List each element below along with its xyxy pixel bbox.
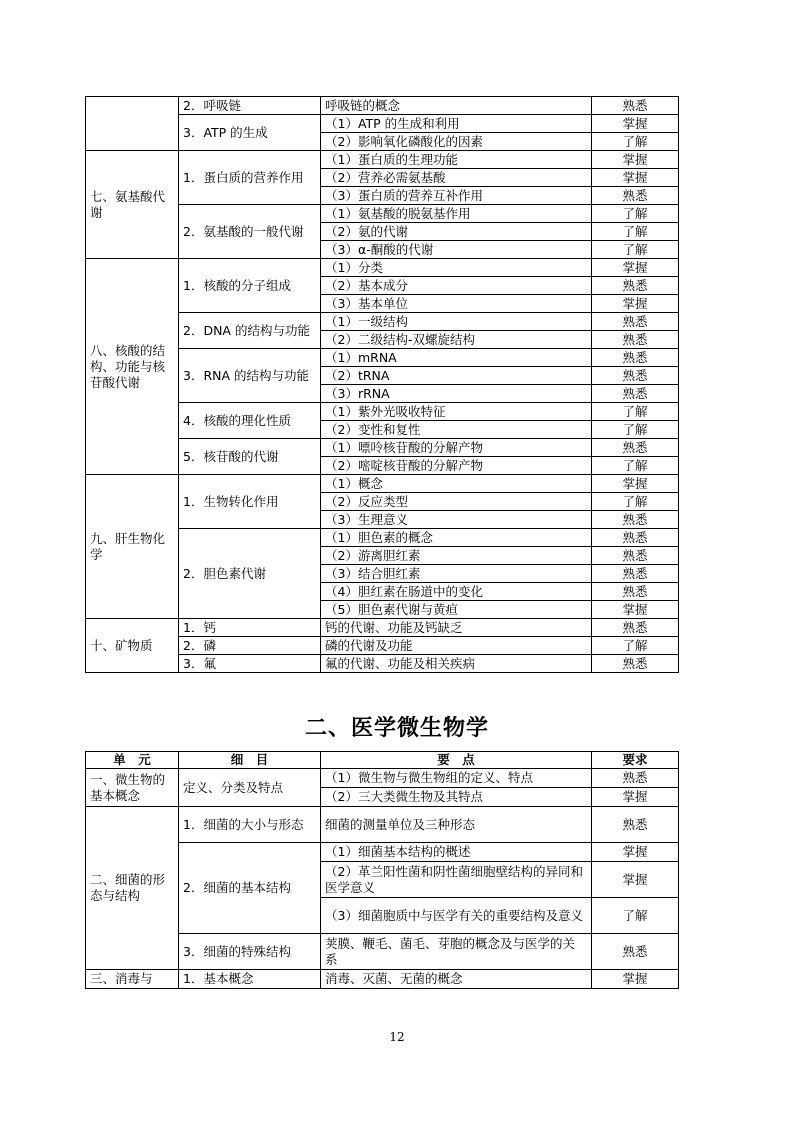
requirement-cell: 了解 [592, 403, 679, 421]
point-cell: （2）反应类型 [321, 493, 592, 511]
point-cell: （1）微生物与微生物组的定义、特点 [321, 769, 592, 788]
requirement-cell: 掌握 [592, 169, 679, 187]
requirement-cell: 熟悉 [592, 619, 679, 637]
requirement-cell: 熟悉 [592, 807, 679, 843]
requirement-cell: 熟悉 [592, 655, 679, 673]
requirement-cell: 了解 [592, 133, 679, 151]
table-row [86, 97, 679, 115]
point-cell: （5）胆色素代谢与黄疸 [321, 601, 592, 619]
requirement-cell: 掌握 [592, 862, 679, 898]
point-cell: 钙的代谢、功能及钙缺乏 [321, 619, 592, 637]
requirement-cell: 熟悉 [592, 349, 679, 367]
point-cell: （3）α-酮酸的代谢 [321, 241, 592, 259]
requirement-cell: 了解 [592, 457, 679, 475]
subitem-cell: 2．磷 [179, 637, 321, 655]
unit-cell: 八、核酸的结构、功能与核苷酸代谢 [86, 259, 179, 475]
requirement-cell: 熟悉 [592, 547, 679, 565]
point-cell: （2）二级结构-双螺旋结构 [321, 331, 592, 349]
point-cell: （1）分类 [321, 259, 592, 277]
point-cell: （1）mRNA [321, 349, 592, 367]
subitem-cell: 1．钙 [179, 619, 321, 637]
requirement-cell: 熟悉 [592, 313, 679, 331]
requirement-cell: 熟悉 [592, 511, 679, 529]
requirement-cell: 熟悉 [592, 769, 679, 788]
point-cell: （2）游离胆红素 [321, 547, 592, 565]
table-row [86, 475, 679, 493]
table-row [86, 259, 679, 277]
point-cell: （1）氨基酸的脱氨基作用 [321, 205, 592, 223]
requirement-cell: 熟悉 [592, 331, 679, 349]
point-cell: （1）细菌基本结构的概述 [321, 843, 592, 862]
subitem-cell: 3．RNA 的结构与功能 [179, 349, 321, 403]
requirement-cell: 了解 [592, 205, 679, 223]
point-cell: （2）三大类微生物及其特点 [321, 788, 592, 807]
subitem-cell: 1．细菌的大小与形态 [179, 807, 321, 843]
subitem-cell: 1．核酸的分子组成 [179, 259, 321, 313]
point-cell: （2）革兰阳性菌和阴性菌细胞壁结构的异同和医学意义 [321, 862, 592, 898]
requirement-cell: 了解 [592, 241, 679, 259]
biochemistry-outline-table [85, 96, 679, 673]
unit-cell [86, 97, 179, 151]
point-cell: （1）紫外光吸收特征 [321, 403, 592, 421]
subitem-cell: 5．核苷酸的代谢 [179, 439, 321, 475]
subitem-cell: 1．生物转化作用 [179, 475, 321, 529]
table-header-row [86, 752, 679, 769]
point-cell: （3）生理意义 [321, 511, 592, 529]
requirement-cell: 掌握 [592, 475, 679, 493]
column-header-subitem: 细 目 [179, 752, 321, 769]
subitem-cell: 1．蛋白质的营养作用 [179, 151, 321, 205]
subitem-cell: 2．氨基酸的一般代谢 [179, 205, 321, 259]
point-cell: （2）变性和复性 [321, 421, 592, 439]
point-cell: （3）rRNA [321, 385, 592, 403]
requirement-cell: 熟悉 [592, 97, 679, 115]
point-cell: （2）营养必需氨基酸 [321, 169, 592, 187]
point-cell: （1）概念 [321, 475, 592, 493]
point-cell: （3）基本单位 [321, 295, 592, 313]
requirement-cell: 了解 [592, 223, 679, 241]
column-header-unit: 单 元 [86, 752, 179, 769]
point-cell: （2）基本成分 [321, 277, 592, 295]
subitem-cell: 1．基本概念 [179, 970, 321, 989]
requirement-cell: 熟悉 [592, 934, 679, 970]
table-row [86, 807, 679, 843]
table-row [86, 151, 679, 169]
column-header-requirement: 要求 [592, 752, 679, 769]
requirement-cell: 掌握 [592, 788, 679, 807]
requirement-cell: 熟悉 [592, 439, 679, 457]
point-cell: （1）嘌呤核苷酸的分解产物 [321, 439, 592, 457]
requirement-cell: 熟悉 [592, 583, 679, 601]
requirement-cell: 掌握 [592, 259, 679, 277]
requirement-cell: 了解 [592, 493, 679, 511]
point-cell: 荚膜、鞭毛、菌毛、芽胞的概念及与医学的关系 [321, 934, 592, 970]
subitem-cell: 2．呼吸链 [179, 97, 321, 115]
point-cell: （2）tRNA [321, 367, 592, 385]
section-title: 二、医学微生物学 [304, 715, 489, 741]
requirement-cell: 熟悉 [592, 187, 679, 205]
table-row [86, 970, 679, 989]
requirement-cell: 掌握 [592, 295, 679, 313]
point-cell: （3）结合胆红素 [321, 565, 592, 583]
point-cell: （3）蛋白质的营养互补作用 [321, 187, 592, 205]
subitem-cell: 定义、分类及特点 [179, 769, 321, 807]
point-cell: （1）胆色素的概念 [321, 529, 592, 547]
unit-cell: 二、细菌的形态与结构 [86, 807, 179, 970]
column-header-point: 要 点 [321, 752, 592, 769]
requirement-cell: 了解 [592, 637, 679, 655]
requirement-cell: 掌握 [592, 115, 679, 133]
point-cell: 消毒、灭菌、无菌的概念 [321, 970, 592, 989]
subitem-cell: 3．ATP 的生成 [179, 115, 321, 151]
requirement-cell: 熟悉 [592, 385, 679, 403]
requirement-cell: 掌握 [592, 601, 679, 619]
point-cell: 呼吸链的概念 [321, 97, 592, 115]
requirement-cell: 了解 [592, 898, 679, 934]
subitem-cell: 3．细菌的特殊结构 [179, 934, 321, 970]
point-cell: 磷的代谢及功能 [321, 637, 592, 655]
point-cell: （4）胆红素在肠道中的变化 [321, 583, 592, 601]
point-cell: （2）氨的代谢 [321, 223, 592, 241]
point-cell: （1）一级结构 [321, 313, 592, 331]
point-cell: （2）嘧啶核苷酸的分解产物 [321, 457, 592, 475]
page-number: 12 [389, 1030, 405, 1044]
requirement-cell: 掌握 [592, 151, 679, 169]
requirement-cell: 掌握 [592, 843, 679, 862]
point-cell: （2）影响氧化磷酸化的因素 [321, 133, 592, 151]
subitem-cell: 3．氟 [179, 655, 321, 673]
requirement-cell: 熟悉 [592, 367, 679, 385]
point-cell: （1）ATP 的生成和利用 [321, 115, 592, 133]
table-row [86, 619, 679, 637]
point-cell: 氟的代谢、功能及相关疾病 [321, 655, 592, 673]
unit-cell: 十、矿物质 [86, 619, 179, 673]
subitem-cell: 2．DNA 的结构与功能 [179, 313, 321, 349]
requirement-cell: 了解 [592, 421, 679, 439]
unit-cell: 九、肝生物化学 [86, 475, 179, 619]
requirement-cell: 掌握 [592, 970, 679, 989]
point-cell: 细菌的测量单位及三种形态 [321, 807, 592, 843]
requirement-cell: 熟悉 [592, 277, 679, 295]
point-cell: （1）蛋白质的生理功能 [321, 151, 592, 169]
requirement-cell: 熟悉 [592, 529, 679, 547]
subitem-cell: 4．核酸的理化性质 [179, 403, 321, 439]
requirement-cell: 熟悉 [592, 565, 679, 583]
unit-cell: 三、消毒与 [86, 970, 179, 989]
table-row [86, 769, 679, 788]
subitem-cell: 2．细菌的基本结构 [179, 843, 321, 934]
subitem-cell: 2．胆色素代谢 [179, 529, 321, 619]
unit-cell: 七、氨基酸代谢 [86, 151, 179, 259]
point-cell: （3）细菌胞质中与医学有关的重要结构及意义 [321, 898, 592, 934]
unit-cell: 一、微生物的基本概念 [86, 769, 179, 807]
microbiology-outline-table [85, 751, 679, 989]
